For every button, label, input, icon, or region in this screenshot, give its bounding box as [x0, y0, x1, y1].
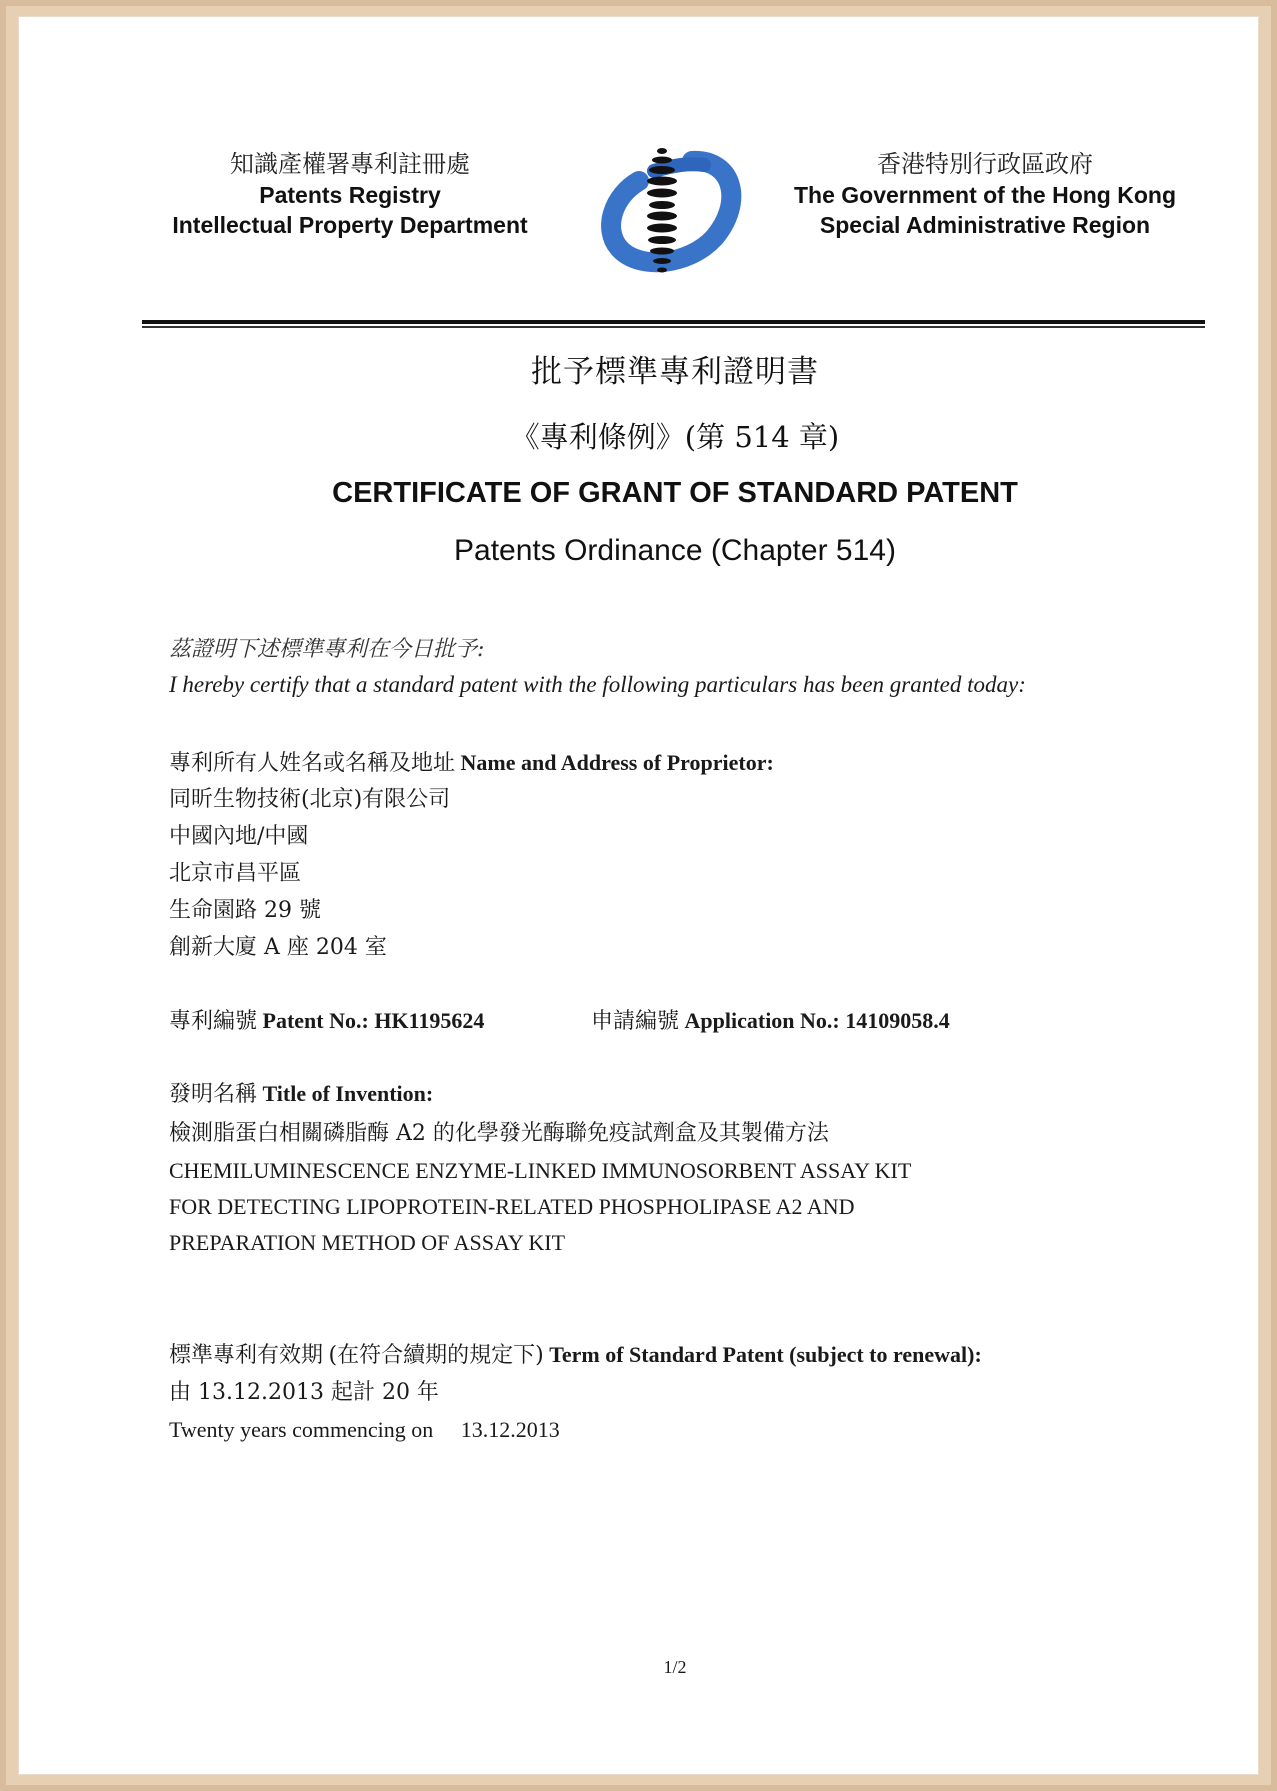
invention-title-en-line: PREPARATION METHOD OF ASSAY KIT — [169, 1230, 566, 1255]
certificate-title-zh: 批予標準專利證明書 — [531, 354, 819, 390]
application-no-label-zh: 申請編號 — [591, 1009, 680, 1034]
patent-no-label-en: Patent No.: — [262, 1008, 369, 1033]
ordinance-zh: 《專利條例》(第 514 章) — [510, 420, 840, 454]
header-divider-thin — [142, 326, 1205, 328]
application-no-label-en: Application No.: — [684, 1008, 840, 1033]
header-left — [150, 148, 550, 240]
header-left-en2: Intellectual Property Department — [172, 212, 528, 238]
ipd-logo-icon — [594, 143, 744, 283]
header-right-en1: The Government of the Hong Kong — [793, 182, 1177, 208]
term-label-zh: 標準專利有效期 — [169, 1343, 324, 1368]
term-en-date: 13.12.2013 — [460, 1417, 560, 1442]
proprietor-line: 創新大廈 A 座 204 室 — [169, 935, 387, 960]
header-divider — [142, 320, 1205, 324]
proprietor-label — [169, 746, 774, 777]
invention-title-zh: 檢測脂蛋白相關磷脂酶 A2 的化學發光酶聯免疫試劑盒及其製備方法 — [169, 1121, 829, 1146]
term-label-en: Term of Standard Patent (subject to renewal): — [549, 1342, 982, 1367]
term-label — [169, 1338, 982, 1369]
invention-title-en-line: CHEMILUMINESCENCE ENZYME-LINKED IMMUNOSORBENT ASSAY KIT — [169, 1158, 912, 1183]
certify-zh: 茲證明下述標準專利在今日批予: — [169, 637, 485, 662]
header-left-en1: Patents Registry — [259, 182, 441, 208]
invention-label — [169, 1077, 433, 1108]
proprietor-line: 北京市昌平區 — [169, 861, 302, 886]
term-en — [169, 1417, 560, 1443]
proprietor-label-zh: 專利所有人姓名或名稱及地址 — [169, 751, 456, 776]
invention-label-zh: 發明名稱 — [169, 1082, 258, 1107]
ordinance-en: Patents Ordinance (Chapter 514) — [454, 534, 896, 567]
patent-no-value: HK1195624 — [374, 1008, 485, 1033]
proprietor-line: 同昕生物技術(北京)有限公司 — [169, 787, 451, 812]
term-label-zh-renewal: (在符合續期的規定下) — [328, 1343, 544, 1368]
application-number — [591, 1004, 950, 1035]
header-left-zh: 知識產權署專利註冊處 — [230, 150, 470, 178]
certificate-title-en: CERTIFICATE OF GRANT OF STANDARD PATENT — [332, 477, 1018, 509]
header-right-en2: Special Administrative Region — [819, 212, 1151, 238]
proprietor-label-en: Name and Address of Proprietor: — [460, 750, 774, 775]
patent-no-label-zh: 專利編號 — [169, 1009, 258, 1034]
invention-title-en-line: FOR DETECTING LIPOPROTEIN-RELATED PHOSPHOLIPASE A2 AND — [169, 1194, 855, 1219]
certify-en: I hereby certify that a standard patent with the following particulars has been granted today: — [169, 672, 1026, 697]
patent-number — [169, 1004, 484, 1035]
invention-label-en: Title of Invention: — [262, 1081, 434, 1106]
application-no-value: 14109058.4 — [845, 1008, 950, 1033]
header-right — [770, 148, 1200, 240]
term-zh: 由 13.12.2013 起計 20 年 — [169, 1380, 439, 1405]
proprietor-line: 中國內地/中國 — [169, 824, 309, 849]
proprietor-line: 生命園路 29 號 — [169, 898, 321, 923]
page-number: 1/2 — [663, 1657, 687, 1677]
term-en-prefix: Twenty years commencing on — [169, 1417, 434, 1442]
header-right-zh: 香港特別行政區政府 — [877, 150, 1093, 178]
